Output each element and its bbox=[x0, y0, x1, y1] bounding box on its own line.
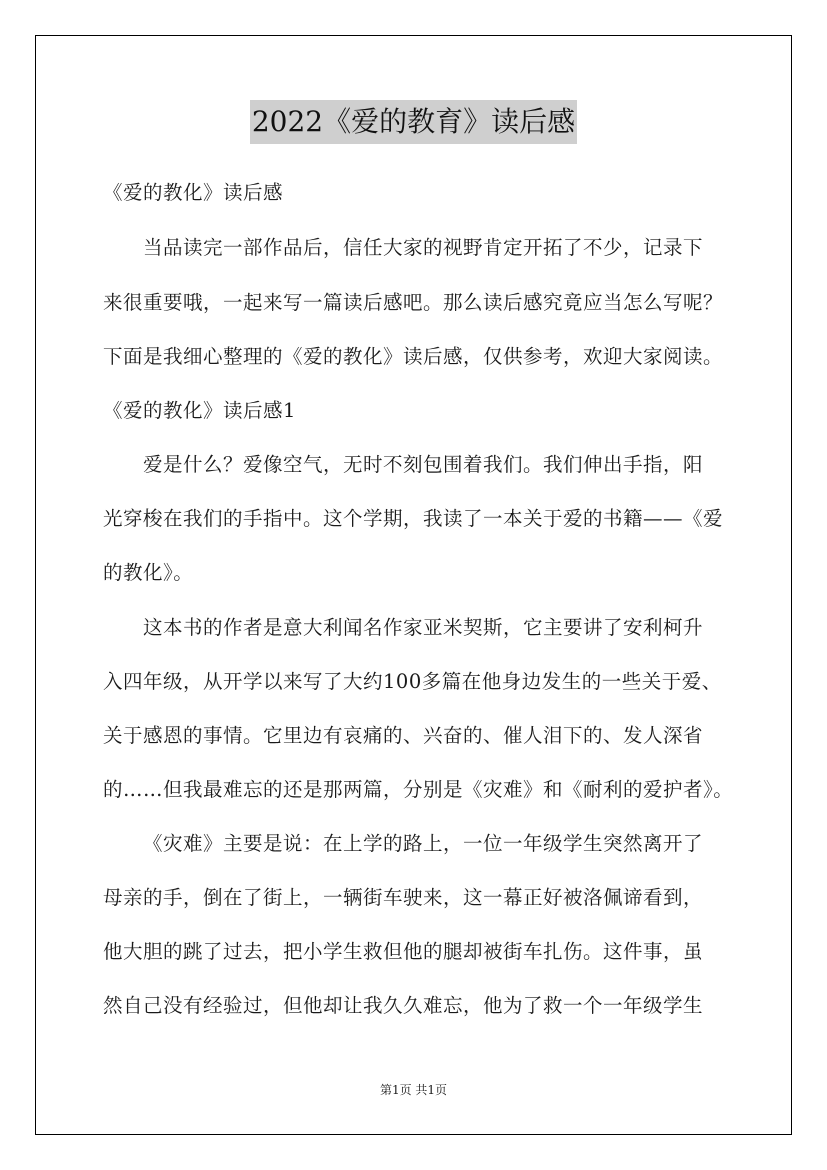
section-heading: 《爱的教化》读后感1 bbox=[103, 399, 296, 422]
paragraph-line: 母亲的手，倒在了街上，一辆街车驶来，这一幕正好被洛佩谛看到， bbox=[103, 886, 704, 909]
paragraph-line: 关于感恩的事情。它里边有哀痛的、兴奋的、催人泪下的、发人深省 bbox=[103, 724, 704, 747]
paragraph-line: 来很重要哦，一起来写一篇读后感吧。那么读后感究竟应当怎么写呢？ bbox=[103, 291, 724, 314]
paragraph-line: 光穿梭在我们的手指中。这个学期，我读了一本关于爱的书籍——《爱 bbox=[103, 507, 724, 530]
paragraph-line: 然自己没有经验过，但他却让我久久难忘，他为了救一个一年级学生 bbox=[103, 994, 704, 1017]
paragraph-line: 《灾难》主要是说：在上学的路上，一位一年级学生突然离开了 bbox=[143, 832, 704, 855]
paragraph-line: 的教化》。 bbox=[103, 561, 194, 584]
paragraph-line: 爱是什么？爱像空气，无时不刻包围着我们。我们伸出手指，阳 bbox=[143, 453, 704, 476]
page-footer: 第1页 共1页 bbox=[379, 1083, 448, 1097]
paragraph-line: 他大胆的跳了过去，把小学生救但他的腿却被街车扎伤。这件事，虽 bbox=[103, 940, 704, 963]
section-heading: 《爱的教化》读后感 bbox=[103, 181, 284, 204]
paragraph-line: 这本书的作者是意大利闻名作家亚米契斯，它主要讲了安利柯升 bbox=[143, 616, 704, 639]
paragraph-line: 当品读完一部作品后，信任大家的视野肯定开拓了不少，记录下 bbox=[143, 236, 704, 259]
paragraph-line: 入四年级，从开学以来写了大约100多篇在他身边发生的一些关于爱、 bbox=[103, 670, 722, 693]
paragraph-line: 下面是我细心整理的《爱的教化》读后感，仅供参考，欢迎大家阅读。 bbox=[103, 345, 724, 368]
document-title: 2022《爱的教育》读后感 bbox=[250, 100, 577, 144]
paragraph-line: 的……但我最难忘的还是那两篇，分别是《灾难》和《耐利的爱护者》。 bbox=[103, 778, 734, 801]
title-container bbox=[0, 100, 827, 144]
